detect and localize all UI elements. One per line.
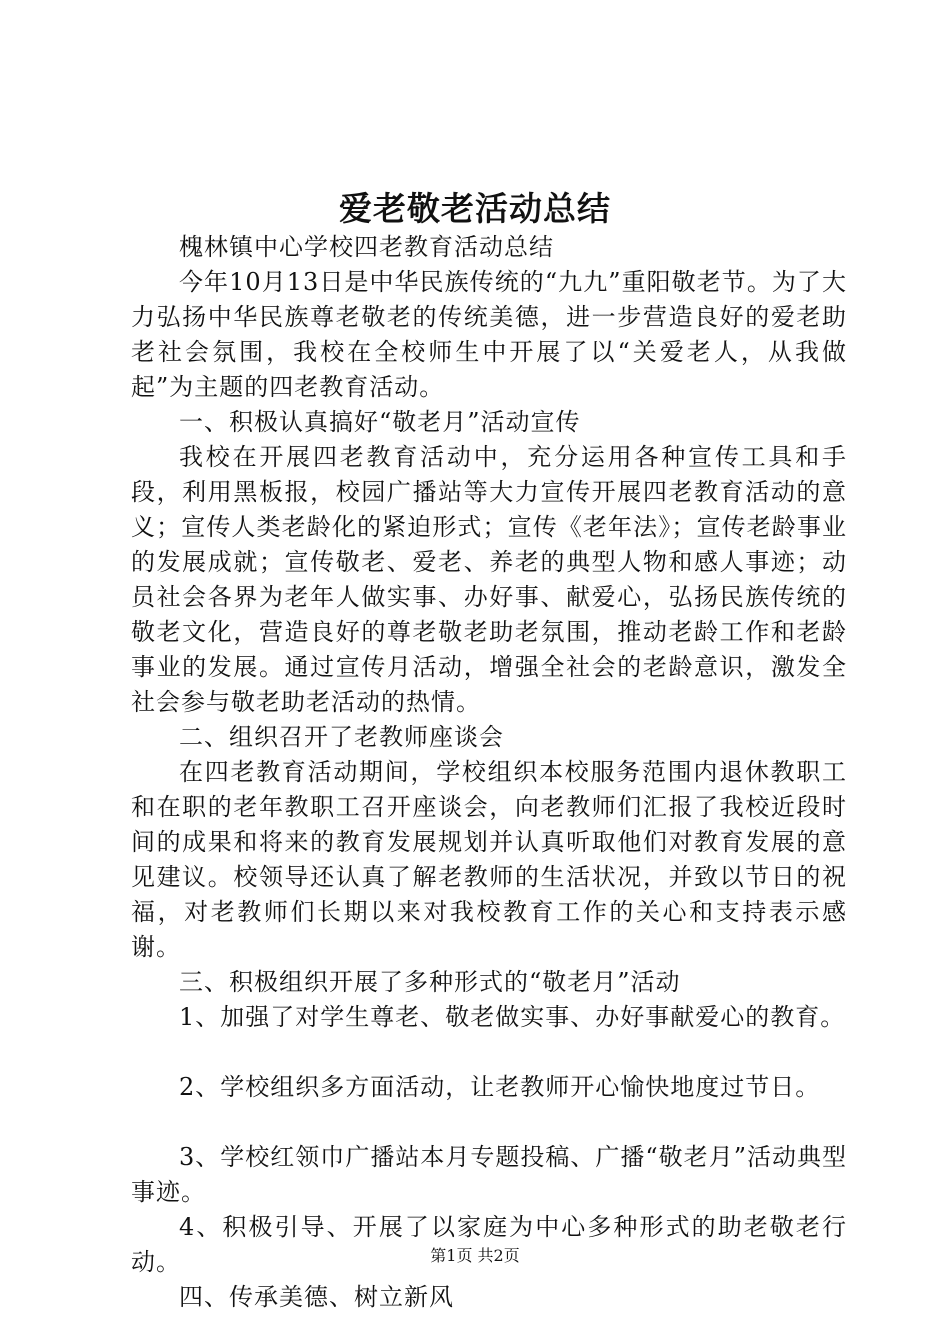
- document-title: 爱老敬老活动总结: [339, 189, 611, 228]
- page-number: 第1页 共2页: [430, 1246, 520, 1265]
- section-paragraph-2: 在四老教育活动期间，学校组织本校服务范围内退休教职工和在职的老年教职工召开座谈会，向老教师们汇报了我校近段时间的成果和将来的教育发展规划并认真听取他们对教育发展的意见建议。校领导还认真了解老教师的生活状况，并致以节日的祝福，对老教师们长期以来对我校教育工作的关心和支持表示感谢。: [131, 758, 847, 961]
- list-item: 3、学校红领巾广播站本月专题投稿、广播“敬老月”活动典型事迹。: [131, 1143, 847, 1206]
- section-paragraph-1: 我校在开展四老教育活动中，充分运用各种宣传工具和手段，利用黑板报，校园广播站等大力宣传开展四老教育活动的意义；宣传人类老龄化的紧迫形式；宣传《老年法》；宣传老龄事业的发展成就；宣传敬老、爱老、养老的典型人物和感人事迹；动员社会各界为老年人做实事、办好事、献爱心，弘扬民族传统的敬老文化，营造良好的尊老敬老助老氛围，推动老龄工作和老龄事业的发展。通过宣传月活动，增强全社会的老龄意识，激发全社会参与敬老助老活动的热情。: [131, 443, 847, 716]
- intro-paragraph: 今年10月13日是中华民族传统的“九九”重阳敬老节。为了大力弘扬中华民族尊老敬老的传统美德，进一步营造良好的爱老助老社会氛围，我校在全校师生中开展了以“关爱老人，从我做起”为主题的四老教育活动。: [131, 268, 847, 401]
- list-item: 2、学校组织多方面活动，让老教师开心愉快地度过节日。: [179, 1073, 821, 1101]
- section-heading-4: 四、传承美德、树立新风: [179, 1283, 454, 1311]
- section-heading-3: 三、积极组织开展了多种形式的“敬老月”活动: [179, 968, 681, 996]
- list-item: 4、积极引导、开展了以家庭为中心多种形式的助老敬老行动。: [131, 1213, 847, 1276]
- section-heading-1: 一、积极认真搞好“敬老月”活动宣传: [179, 408, 581, 436]
- document-body: [131, 230, 847, 1315]
- subtitle-paragraph: 槐林镇中心学校四老教育活动总结: [179, 233, 554, 261]
- section-heading-2: 二、组织召开了老教师座谈会: [179, 723, 504, 751]
- list-item: 1、加强了对学生尊老、敬老做实事、办好事献爱心的教育。: [179, 1003, 846, 1031]
